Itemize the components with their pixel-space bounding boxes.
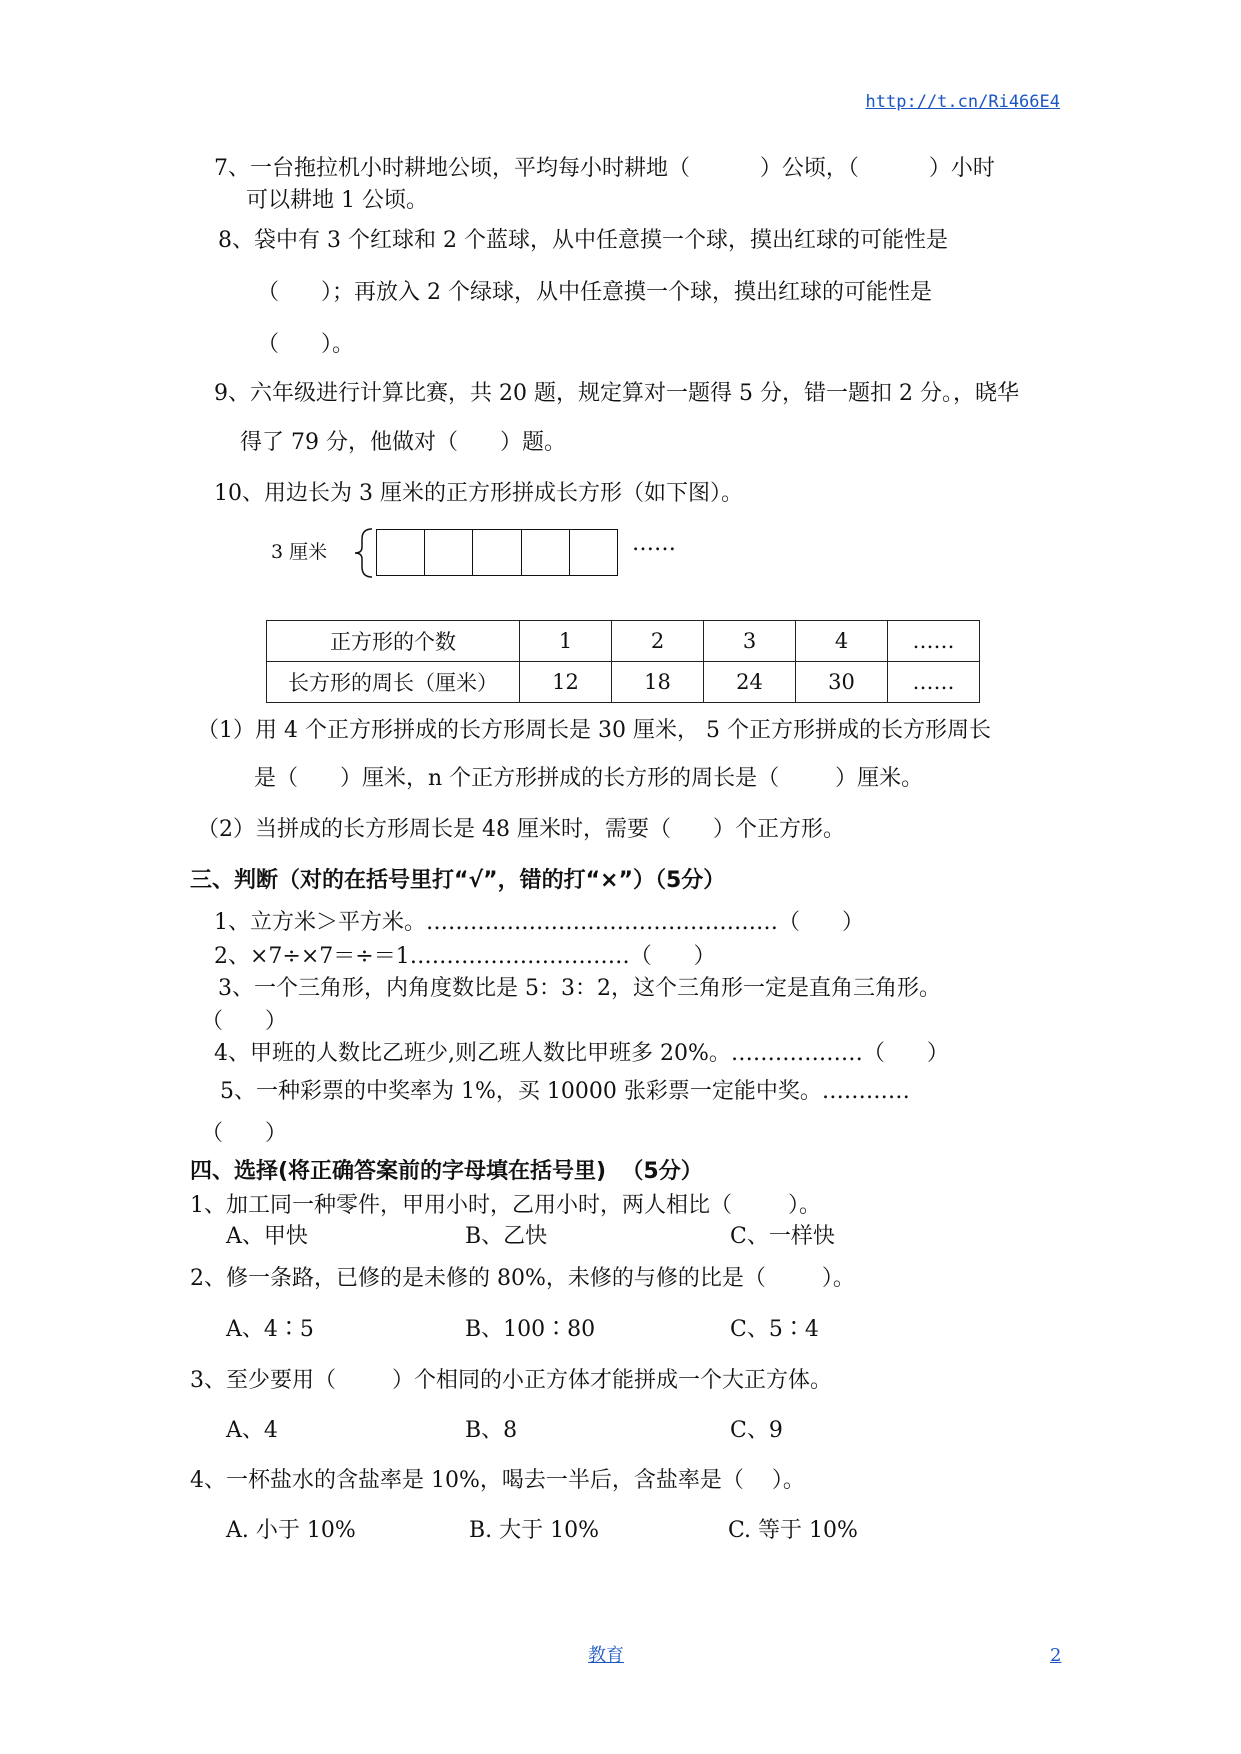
s4-option: C、9 [730, 1418, 783, 1443]
s3-item: 3、一个三角形，内角度数比是 5：3：2，这个三角形一定是直角三角形。 [218, 976, 941, 1001]
s3-item: （ ） [201, 1009, 287, 1034]
q8-line3: （ ）。 [257, 332, 354, 357]
section4-title: 四、选择(将正确答案前的字母填在括号里) （5分） [190, 1159, 703, 1184]
section3-title: 三、判断（对的在括号里打“√”，错的打“×”）（5分） [190, 868, 726, 893]
s4-option: B. 大于 10% [469, 1518, 600, 1543]
table-cell: 2 [612, 621, 704, 662]
header-url-link[interactable]: http://t.cn/Ri466E4 [865, 92, 1060, 112]
figure-dots: …… [632, 531, 676, 556]
squares-figure [376, 529, 618, 576]
brace-icon [352, 527, 376, 579]
s4-question: 3、至少要用（ ）个相同的小正方体才能拼成一个大正方体。 [190, 1368, 832, 1393]
perimeter-table [266, 620, 980, 703]
s4-option: C、一样快 [730, 1224, 835, 1249]
s4-option: C. 等于 10% [728, 1518, 858, 1543]
s3-item: 2、×7÷×7＝÷＝1…………………………（ ） [214, 944, 716, 969]
q10-sub1-line2: 是（ ）厘米，n 个正方形拼成的长方形的周长是（ ）厘米。 [254, 766, 924, 791]
s3-item: 1、立方米＞平方米。…………………………………………（ ） [214, 910, 864, 935]
s4-option: A. 小于 10% [226, 1518, 356, 1543]
s4-option: C、5∶4 [730, 1317, 819, 1342]
page-number[interactable]: 2 [1050, 1645, 1062, 1666]
q7-line1: 7、一台拖拉机小时耕地公顷，平均每小时耕地（ ）公顷，（ ）小时 [214, 156, 995, 181]
table-cell: 1 [520, 621, 612, 662]
q7-line2: 可以耕地 1 公顷。 [246, 188, 428, 213]
s4-question: 4、一杯盐水的含盐率是 10%，喝去一半后，含盐率是（ ）。 [190, 1468, 805, 1493]
table-cell: 12 [520, 662, 612, 703]
s3-item: 5、一种彩票的中奖率为 1%，买 10000 张彩票一定能中奖。………… [220, 1079, 910, 1104]
table-cell: 3 [704, 621, 796, 662]
table-cell: 30 [796, 662, 888, 703]
footer-link[interactable]: 教育 [588, 1645, 624, 1666]
table-cell: 4 [796, 621, 888, 662]
table-cell: …… [888, 621, 980, 662]
q10-text: 10、用边长为 3 厘米的正方形拼成长方形（如下图）。 [214, 481, 743, 506]
table-cell: 正方形的个数 [267, 621, 520, 662]
s3-item: 4、甲班的人数比乙班少,则乙班人数比甲班多 20%。………………（ ） [214, 1041, 949, 1066]
table-cell: 长方形的周长（厘米） [267, 662, 520, 703]
s4-option: A、4∶5 [226, 1317, 314, 1342]
q9-line1: 9、六年级进行计算比赛，共 20 题，规定算对一题得 5 分，错一题扣 2 分。，晓华 [214, 381, 1019, 406]
s4-option: B、100∶80 [465, 1317, 596, 1342]
s4-option: B、8 [465, 1418, 518, 1443]
table-cell: …… [888, 662, 980, 703]
table-cell: 18 [612, 662, 704, 703]
s4-question: 1、加工同一种零件，甲用小时，乙用小时，两人相比（ ）。 [190, 1193, 821, 1218]
table-cell: 24 [704, 662, 796, 703]
s3-item: （ ） [201, 1121, 287, 1146]
s4-option: A、甲快 [226, 1224, 308, 1249]
q8-line2: （ ）；再放入 2 个绿球，从中任意摸一个球，摸出红球的可能性是 [257, 280, 932, 305]
s4-question: 2、修一条路，已修的是未修的 80%，未修的与修的比是（ ）。 [190, 1266, 855, 1291]
q8-line1: 8、袋中有 3 个红球和 2 个蓝球，从中任意摸一个球，摸出红球的可能性是 [218, 228, 948, 253]
s4-option: A、4 [226, 1418, 278, 1443]
table-row [267, 662, 980, 703]
figure-label: 3 厘米 [271, 541, 328, 563]
q10-sub2: （2）当拼成的长方形周长是 48 厘米时，需要（ ）个正方形。 [197, 817, 845, 842]
s4-option: B、乙快 [465, 1224, 548, 1249]
q10-sub1-line1: （1）用 4 个正方形拼成的长方形周长是 30 厘米， 5 个正方形拼成的长方形周长 [197, 718, 991, 743]
table-row [267, 621, 980, 662]
q9-line2: 得了 79 分，他做对（ ）题。 [240, 430, 566, 455]
